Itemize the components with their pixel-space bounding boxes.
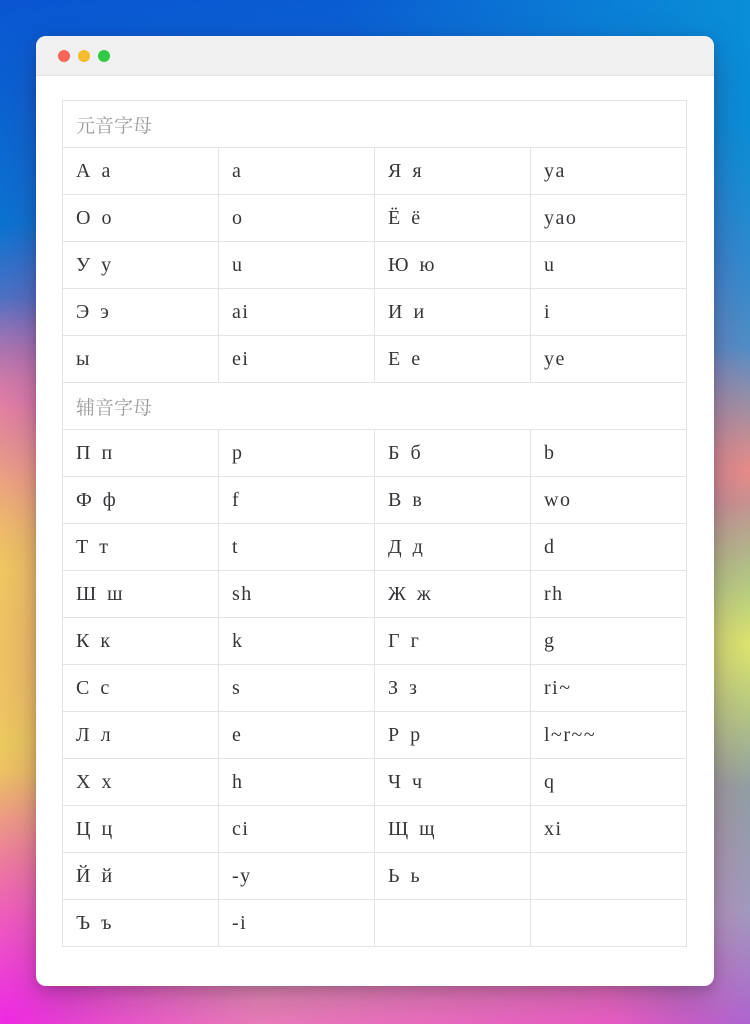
- cell-letter: Р р: [375, 712, 531, 759]
- cell-letter: П п: [63, 430, 219, 477]
- section-header: 辅音字母: [63, 383, 687, 430]
- table-row: [63, 524, 687, 571]
- cell-letter: Е е: [375, 336, 531, 383]
- cell-pronunciation: -y: [219, 853, 375, 900]
- cell-pronunciation: f: [219, 477, 375, 524]
- cell-letter: Х х: [63, 759, 219, 806]
- table-row: [63, 806, 687, 853]
- cell-pronunciation: i: [531, 289, 687, 336]
- cell-letter: Ш ш: [63, 571, 219, 618]
- cell-pronunciation: rh: [531, 571, 687, 618]
- table-row: [63, 712, 687, 759]
- zoom-button[interactable]: [98, 50, 110, 62]
- cell-pronunciation: p: [219, 430, 375, 477]
- cell-letter: К к: [63, 618, 219, 665]
- cell-letter: Б б: [375, 430, 531, 477]
- table-row: [63, 336, 687, 383]
- cell-pronunciation: a: [219, 148, 375, 195]
- cell-letter: Ь ь: [375, 853, 531, 900]
- cell-letter: Я я: [375, 148, 531, 195]
- cell-letter: Л л: [63, 712, 219, 759]
- close-button[interactable]: [58, 50, 70, 62]
- cell-pronunciation: s: [219, 665, 375, 712]
- table-row: [63, 477, 687, 524]
- cell-pronunciation: -i: [219, 900, 375, 947]
- cell-pronunciation: b: [531, 430, 687, 477]
- cell-pronunciation: u: [219, 242, 375, 289]
- cell-letter: О о: [63, 195, 219, 242]
- cell-pronunciation: yao: [531, 195, 687, 242]
- cell-pronunciation: sh: [219, 571, 375, 618]
- cell-letter: Э э: [63, 289, 219, 336]
- table-row: [63, 148, 687, 195]
- cell-letter: Ж ж: [375, 571, 531, 618]
- cell-pronunciation: ri~: [531, 665, 687, 712]
- cell-pronunciation: o: [219, 195, 375, 242]
- table-row: [63, 665, 687, 712]
- cell-letter: ы: [63, 336, 219, 383]
- cell-pronunciation: l~r~~: [531, 712, 687, 759]
- cell-pronunciation: ci: [219, 806, 375, 853]
- cell-letter: Ч ч: [375, 759, 531, 806]
- cell-pronunciation: g: [531, 618, 687, 665]
- table-row: [63, 289, 687, 336]
- section-header: 元音字母: [63, 101, 687, 148]
- app-window: [36, 36, 714, 986]
- table-row: [63, 618, 687, 665]
- section-header-row: [63, 383, 687, 430]
- cell-letter: А а: [63, 148, 219, 195]
- cell-pronunciation: xi: [531, 806, 687, 853]
- section-header-row: [63, 101, 687, 148]
- cell-letter: Г г: [375, 618, 531, 665]
- cell-letter: Ъ ъ: [63, 900, 219, 947]
- window-titlebar[interactable]: [36, 36, 714, 76]
- cell-letter: Ю ю: [375, 242, 531, 289]
- cell-pronunciation: [531, 900, 687, 947]
- cell-pronunciation: ya: [531, 148, 687, 195]
- cell-pronunciation: ye: [531, 336, 687, 383]
- cell-letter: Д д: [375, 524, 531, 571]
- cell-letter: Т т: [63, 524, 219, 571]
- table-row: [63, 759, 687, 806]
- cell-pronunciation: q: [531, 759, 687, 806]
- cell-letter: В в: [375, 477, 531, 524]
- cell-pronunciation: k: [219, 618, 375, 665]
- table-row: [63, 571, 687, 618]
- cell-letter: З з: [375, 665, 531, 712]
- cell-letter: Ё ё: [375, 195, 531, 242]
- cell-pronunciation: e: [219, 712, 375, 759]
- cell-letter: Ф ф: [63, 477, 219, 524]
- table-row: [63, 900, 687, 947]
- cell-pronunciation: h: [219, 759, 375, 806]
- minimize-button[interactable]: [78, 50, 90, 62]
- cell-pronunciation: t: [219, 524, 375, 571]
- table-row: [63, 430, 687, 477]
- table-row: [63, 853, 687, 900]
- alphabet-table: [62, 100, 687, 947]
- cell-letter: С с: [63, 665, 219, 712]
- cell-letter: Щ щ: [375, 806, 531, 853]
- table-row: [63, 242, 687, 289]
- cell-letter: [375, 900, 531, 947]
- window-content: [36, 76, 714, 947]
- cell-pronunciation: ei: [219, 336, 375, 383]
- table-row: [63, 195, 687, 242]
- cell-pronunciation: u: [531, 242, 687, 289]
- cell-letter: И и: [375, 289, 531, 336]
- cell-pronunciation: d: [531, 524, 687, 571]
- cell-pronunciation: ai: [219, 289, 375, 336]
- cell-pronunciation: [531, 853, 687, 900]
- cell-letter: У у: [63, 242, 219, 289]
- cell-letter: Ц ц: [63, 806, 219, 853]
- cell-letter: Й й: [63, 853, 219, 900]
- cell-pronunciation: wo: [531, 477, 687, 524]
